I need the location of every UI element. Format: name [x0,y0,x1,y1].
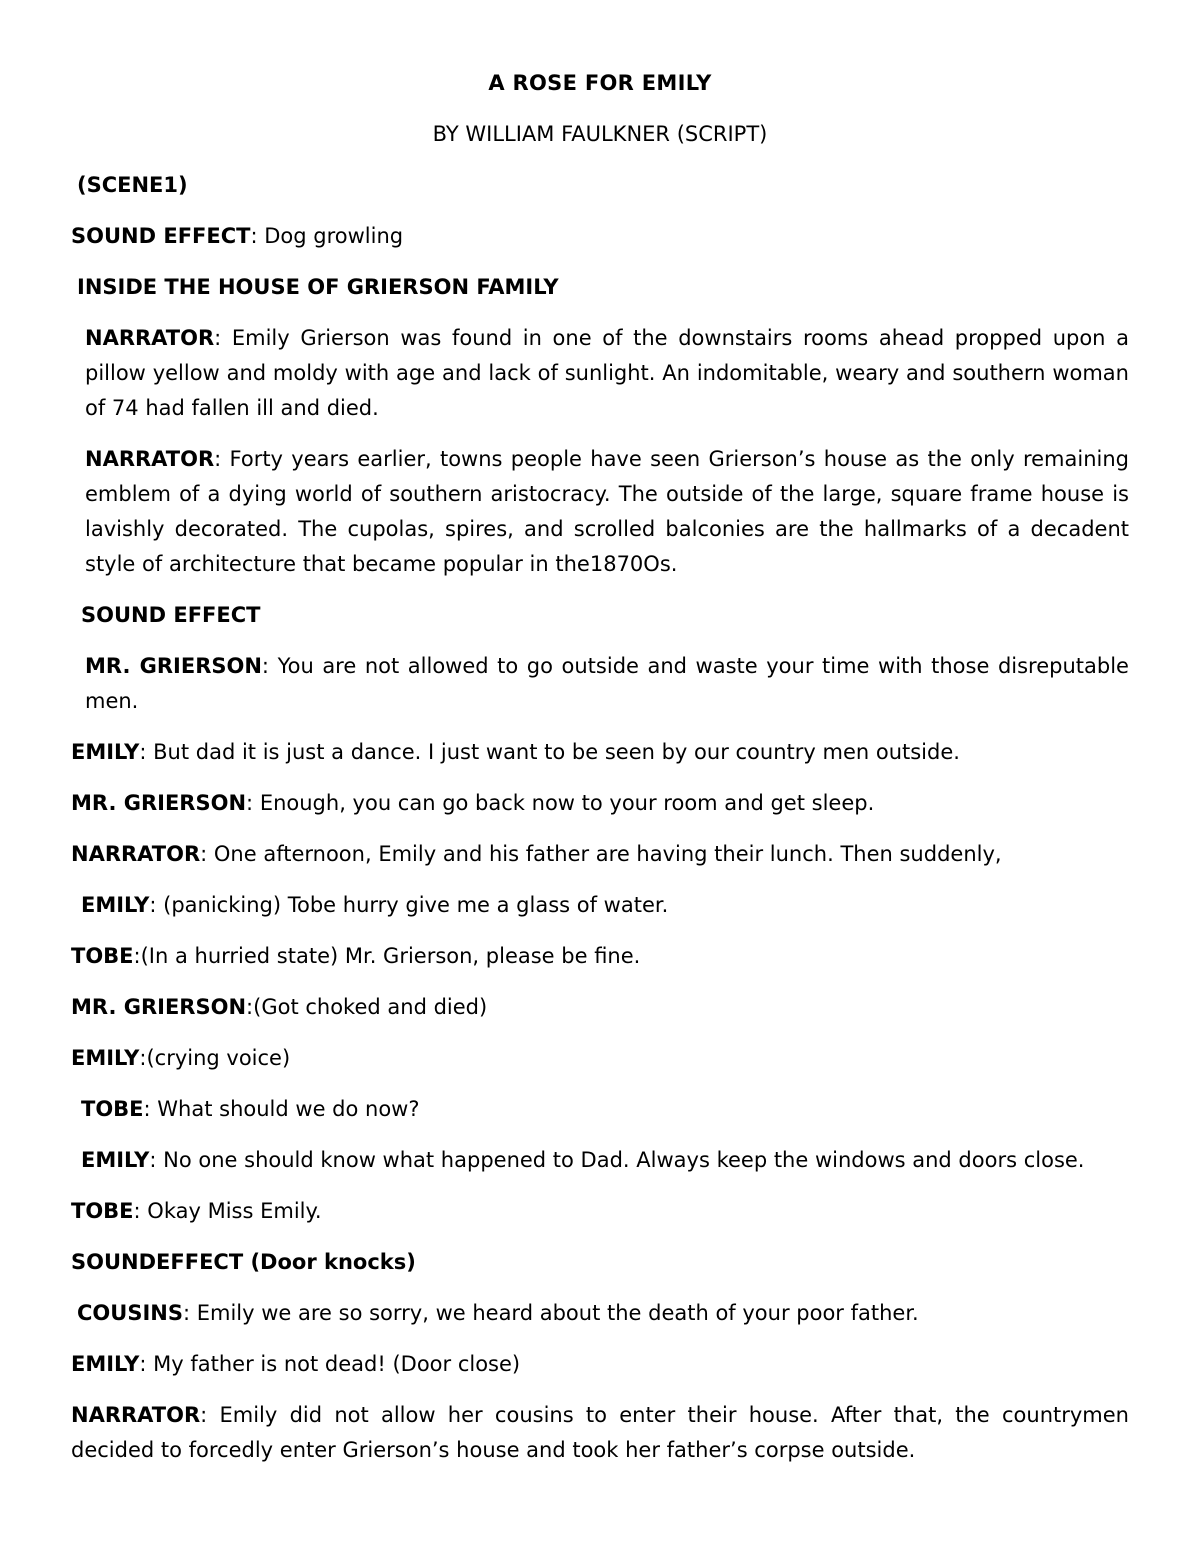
scene-heading [71,168,1129,203]
script-line [71,990,1129,1025]
speaker-label: NARRATOR [85,326,215,350]
line-text: Emily we are so sorry, we heard about the death of your poor father. [196,1301,919,1325]
script-line [71,1347,1129,1382]
speaker-label: TOBE [81,1097,144,1121]
speaker-label: TOBE [71,944,134,968]
location-heading [71,270,1129,305]
line-text: My father is not dead! (Door close) [153,1352,521,1376]
line-text: You are not allowed to go outside and waste your time with those disreputable men. [85,654,1129,713]
speaker-label: EMILY [71,740,140,764]
speaker-separator: : [250,224,265,248]
script-line [71,219,1129,254]
sound-effect-heading [71,598,1129,633]
speaker-separator: : [139,1352,154,1376]
speaker-label: SOUND EFFECT [71,224,251,248]
script-line [71,1143,1129,1178]
speaker-separator: : [261,654,278,678]
script-line [71,1041,1129,1076]
speaker-separator: : [214,326,232,350]
speaker-label: EMILY [81,1148,150,1172]
document-subtitle: BY WILLIAM FAULKNER (SCRIPT) [432,122,768,146]
speaker-label: EMILY [71,1046,140,1070]
speaker-separator: : [200,1403,220,1427]
speaker-label: EMILY [81,893,150,917]
line-text: (In a hurried state) Mr. Grierson, please be fine. [140,944,641,968]
speaker-label: MR. GRIERSON [85,654,262,678]
speaker-label: COUSINS [77,1301,183,1325]
line-text: No one should know what happened to Dad. Always keep the windows and doors close. [163,1148,1085,1172]
script-line [71,1194,1129,1229]
speaker-separator: : [133,1199,148,1223]
location-label: INSIDE THE HOUSE OF GRIERSON FAMILY [77,275,559,299]
script-line [71,1398,1129,1468]
speaker-separator: : [149,893,164,917]
line-text: Dog growling [264,224,404,248]
script-line [71,649,1129,719]
document-title: A ROSE FOR EMILY [488,71,712,95]
script-page [71,66,1129,1484]
line-text: One afternoon, Emily and his father are having their lunch. Then suddenly, [213,842,1002,866]
speaker-separator: : [139,740,154,764]
speaker-label: TOBE [71,1199,134,1223]
speaker-label: MR. GRIERSON [71,995,247,1019]
speaker-label: EMILY [71,1352,140,1376]
speaker-separator: : [149,1148,164,1172]
speaker-separator: : [133,944,141,968]
speaker-label: MR. GRIERSON [71,791,247,815]
speaker-separator: : [139,1046,147,1070]
speaker-separator: : [246,995,254,1019]
script-line [71,837,1129,872]
sound-effect-heading [71,1245,1129,1280]
line-text: (crying voice) [146,1046,291,1070]
speaker-label: NARRATOR [71,842,201,866]
script-line [71,321,1129,426]
scene-label: (SCENE1) [77,173,188,197]
speaker-separator: : [143,1097,158,1121]
speaker-separator: : [246,791,260,815]
line-text: Emily did not allow her cousins to enter their house. After that, the countrymen decided to forcedly enter Grierson’s house and took her father’s corpse outside. [71,1403,1129,1462]
speaker-label: NARRATOR [85,447,215,471]
speaker-separator: : [214,447,230,471]
line-text: Okay Miss Emily. [147,1199,322,1223]
speaker-separator: : [182,1301,197,1325]
script-line [71,1296,1129,1331]
sound-effect-label: SOUND EFFECT [81,603,261,627]
speaker-label: NARRATOR [71,1403,201,1427]
line-text: Enough, you can go back now to your room and get sleep. [259,791,875,815]
sound-effect-label: SOUNDEFFECT (Door knocks) [71,1250,416,1274]
script-line [71,786,1129,821]
script-line [71,1092,1129,1127]
line-text: (panicking) Tobe hurry give me a glass of water. [163,893,669,917]
speaker-separator: : [200,842,214,866]
script-line [71,735,1129,770]
script-line [71,939,1129,974]
script-line [71,888,1129,923]
line-text: What should we do now? [157,1097,420,1121]
line-text: But dad it is just a dance. I just want to be seen by our country men outside. [153,740,960,764]
script-line [71,442,1129,582]
line-text: Forty years earlier, towns people have seen Grierson’s house as the only remaining emblem of a dying world of southern aristocracy. The outside of the large, square frame house is lavishly decorated. The cupolas, spires, and scrolled balconies are the hallmarks of a decadent style of architecture that became popular in the1870Os. [85,447,1129,576]
line-text: (Got choked and died) [253,995,488,1019]
line-text: Emily Grierson was found in one of the downstairs rooms ahead propped upon a pillow yellow and moldy with age and lack of sunlight. An indomitable, weary and southern woman of 74 had fallen ill and died. [85,326,1129,420]
